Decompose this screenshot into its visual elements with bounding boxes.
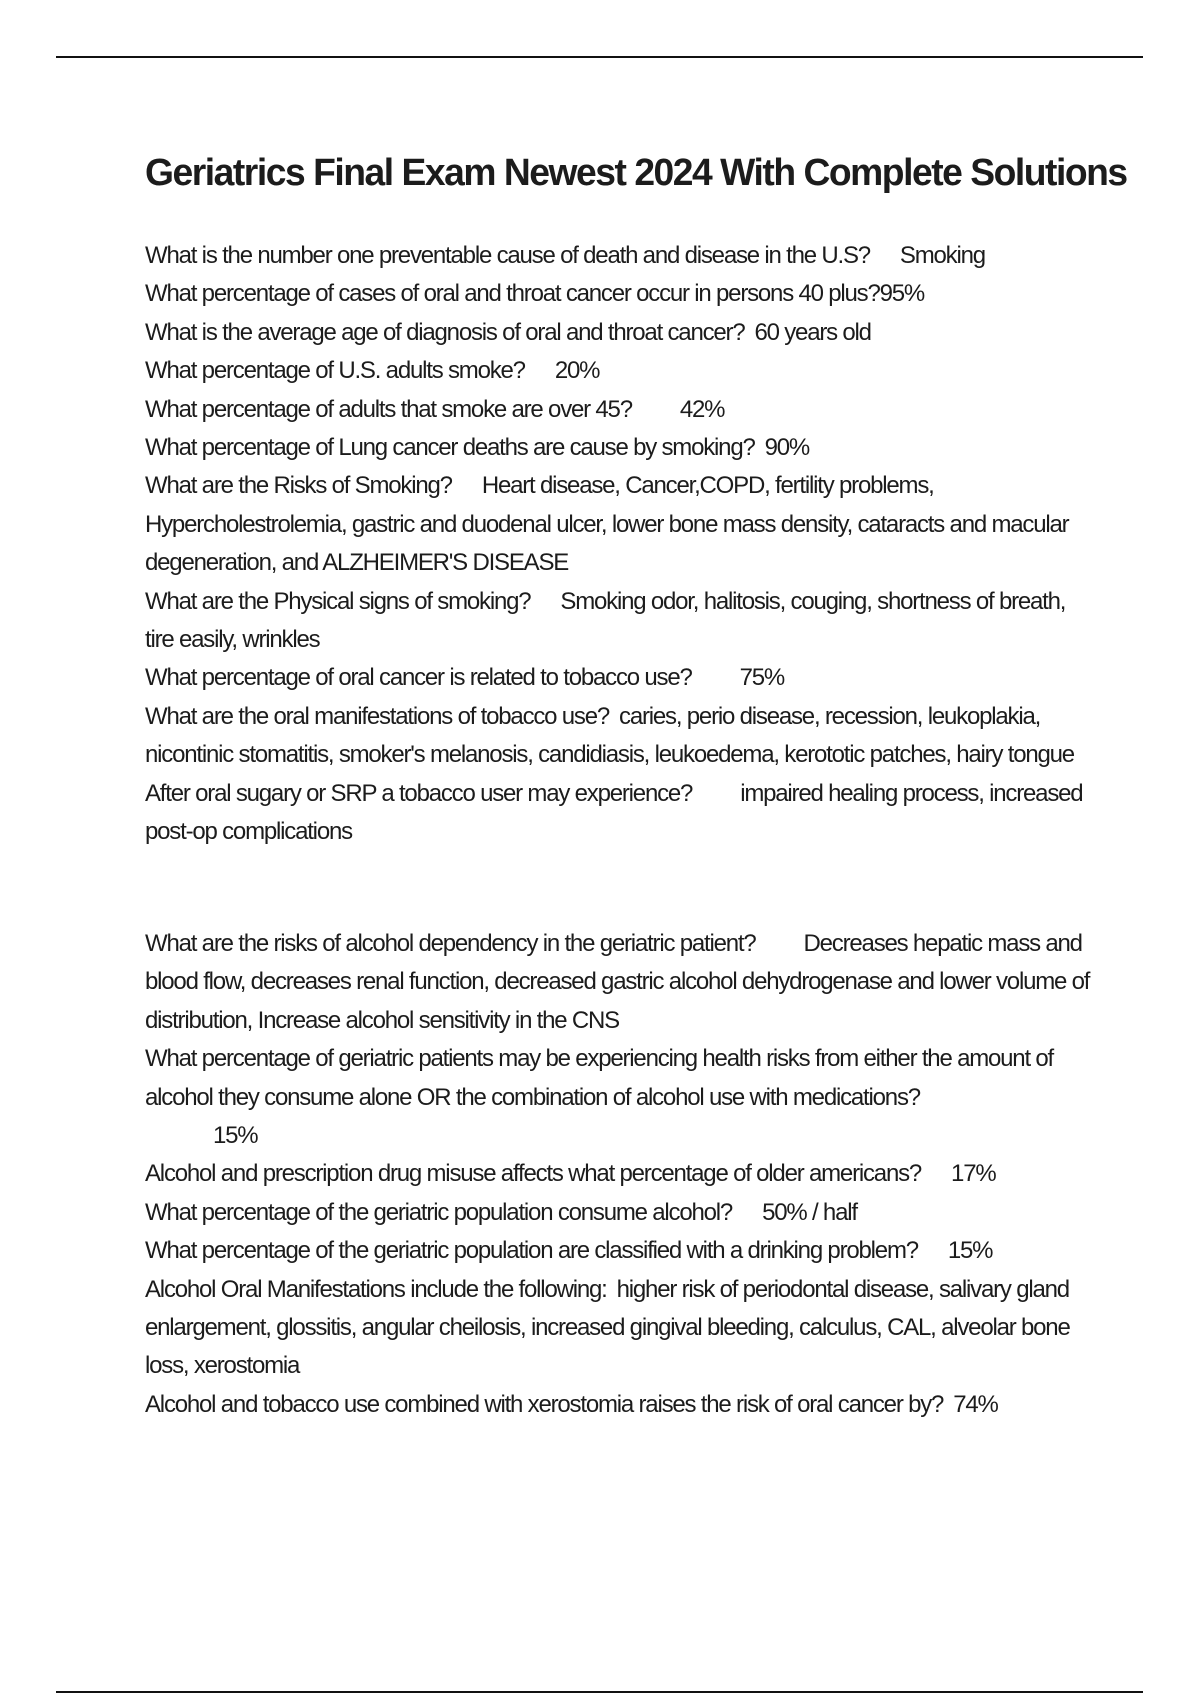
question: Alcohol Oral Manifestations include the following: (145, 1275, 607, 1303)
qa-item (145, 925, 1090, 1040)
question: What percentage of geriatric patients may be experiencing health risks from either the amount of alcohol they consume alone OR the combination of alcohol use with medications? (145, 1045, 1053, 1111)
question: What percentage of adults that smoke are over 45? (145, 395, 632, 423)
alcohol-section (145, 925, 1090, 1424)
document-title: Geriatrics Final Exam Newest 2024 With Complete Solutions (145, 152, 1127, 194)
answer: impaired healing process, increased post-op complications (145, 779, 1083, 846)
answer: 20% (554, 357, 600, 385)
answer: higher risk of periodontal disease, salivary gland enlargement, glossitis, angular cheilosis, increased gingival bleeding, calculus, CAL, alveolar bone loss, xerostomia (145, 1275, 1070, 1380)
question: What is the average age of diagnosis of oral and throat cancer? (145, 318, 745, 346)
qa-item (145, 391, 1090, 429)
question: What are the Risks of Smoking? (145, 472, 452, 500)
qa-item (145, 237, 1090, 275)
smoking-section (145, 237, 1090, 852)
question: What are the oral manifestations of tobacco use? (145, 702, 610, 730)
question: What percentage of cases of oral and throat cancer occur in persons 40 plus? (145, 280, 880, 308)
answer: caries, perio disease, recession, leukoplakia, nicontinic stomatitis, smoker's melanosis, candidiasis, leukoedema, kerototic patches, hairy tongue (145, 702, 1074, 769)
question: What percentage of Lung cancer deaths are cause by smoking? (145, 434, 755, 462)
answer: 15% (947, 1237, 993, 1265)
question: What are the risks of alcohol dependency in the geriatric patient? (145, 930, 756, 957)
answer: 74% (953, 1390, 998, 1418)
question: What are the Physical signs of smoking? (145, 587, 531, 615)
question: What percentage of the geriatric population are classified with a drinking problem? (145, 1237, 918, 1265)
qa-item (145, 429, 1090, 467)
qa-item (145, 1386, 1090, 1424)
question: What is the number one preventable cause of death and disease in the U.S? (145, 242, 870, 269)
question: What percentage of oral cancer is related to tobacco use? (145, 664, 692, 692)
question: Alcohol and tobacco use combined with xerostomia raises the risk of oral cancer by? (145, 1390, 944, 1418)
answer: 75% (739, 664, 785, 692)
answer: 15% (213, 1122, 258, 1150)
answer: Smoking odor, halitosis, couging, shortness of breath, tire easily, wrinkles (145, 587, 1066, 654)
qa-item (145, 467, 1090, 582)
qa-item (145, 1194, 1090, 1232)
qa-item (145, 1040, 1090, 1155)
qa-item (145, 698, 1090, 775)
qa-item (145, 659, 1090, 697)
answer: Smoking (899, 242, 985, 269)
qa-item (145, 583, 1090, 660)
answer: 42% (679, 395, 725, 423)
qa-item (145, 275, 1090, 313)
answer: 90% (764, 434, 810, 462)
qa-item (145, 352, 1090, 390)
bottom-rule (56, 1691, 1143, 1693)
answer: Decreases hepatic mass and blood flow, decreases renal function, decreased gastric alcohol dehydrogenase and lower volume of distribution, Increase alcohol sensitivity in the CNS (145, 930, 1090, 1034)
qa-item (145, 314, 1090, 352)
qa-item (145, 1232, 1090, 1270)
question: After oral sugary or SRP a tobacco user may experience? (145, 779, 693, 807)
qa-item (145, 1155, 1090, 1193)
answer: 95% (879, 280, 925, 308)
question: Alcohol and prescription drug misuse affects what percentage of older americans? (145, 1160, 922, 1188)
question: What percentage of U.S. adults smoke? (145, 357, 525, 385)
qa-item (145, 1271, 1090, 1386)
qa-item (145, 775, 1090, 852)
answer: Heart disease, Cancer,COPD, fertility problems, Hypercholestrolemia, gastric and duodenal ulcer, lower bone mass density, cataracts and macular degeneration, and ALZHEIMER'S DISEASE (145, 472, 1069, 577)
answer: 50% / half (762, 1198, 857, 1226)
answer: 17% (951, 1160, 996, 1188)
question: What percentage of the geriatric population consume alcohol? (145, 1198, 733, 1226)
answer: 60 years old (754, 318, 871, 346)
top-rule (56, 56, 1143, 58)
